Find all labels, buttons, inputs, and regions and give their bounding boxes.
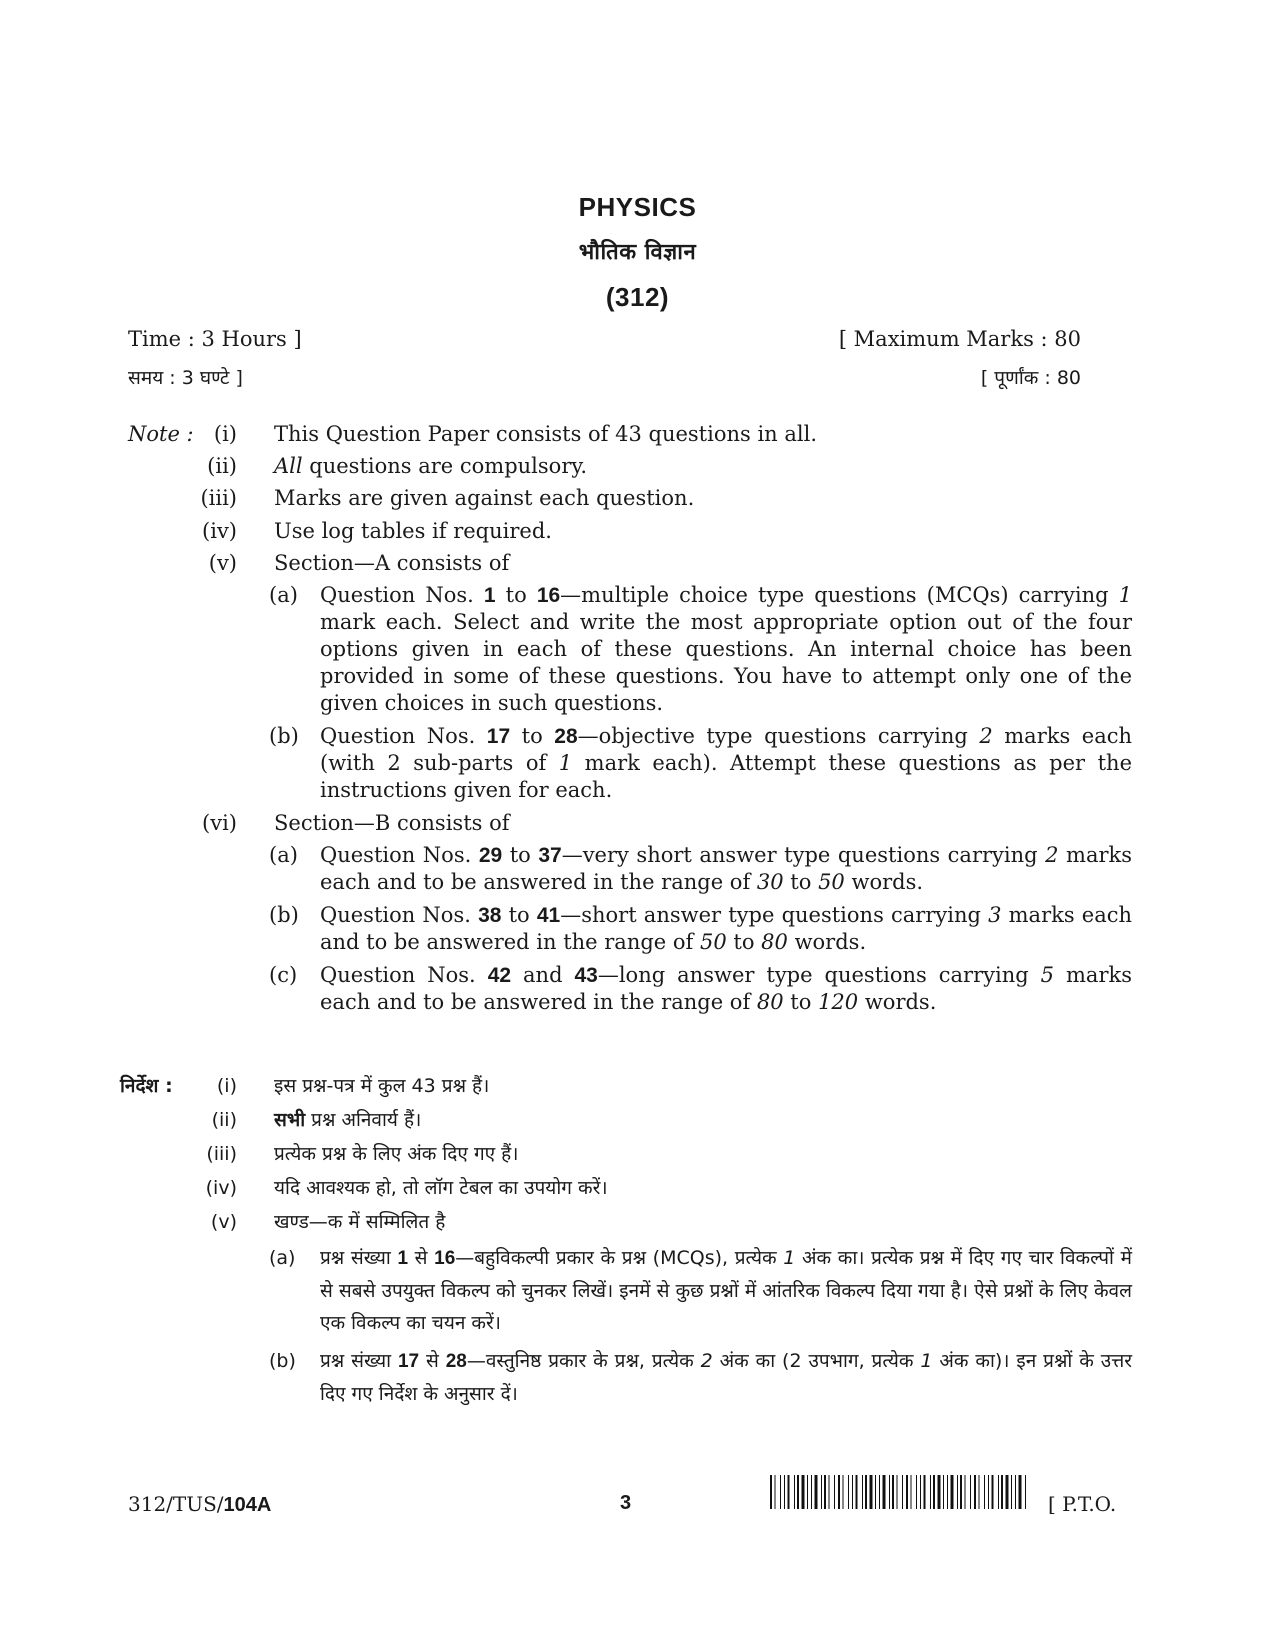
sub-label: (b) <box>269 903 299 927</box>
note-label: (vi) <box>202 811 237 835</box>
note-label: (iv) <box>202 519 237 543</box>
note-label: (v) <box>208 551 237 575</box>
sub-label: (b) <box>269 724 299 748</box>
section-a-item-hindi <box>132 1242 1132 1339</box>
section-b-item <box>132 842 1132 896</box>
note-item <box>120 1070 1132 1104</box>
note-heading: Note : <box>128 422 194 446</box>
max-marks-en: [ Maximum Marks : 80 <box>838 327 1081 351</box>
note-item <box>132 485 1132 518</box>
note-text: सभी प्रश्न अनिवार्य हैं। <box>274 1109 422 1131</box>
note-item <box>132 550 1132 582</box>
note-text: इस प्रश्न-पत्र में कुल 43 प्रश्न हैं। <box>274 1075 490 1097</box>
note-label: (iii) <box>206 1143 237 1165</box>
page-number: 3 <box>620 1492 632 1514</box>
paper-code: (312) <box>605 282 670 312</box>
sub-text: Question Nos. 1 to 16—multiple choice type questions (MCQs) carrying 1 mark each. Select and write the most appropriate option out of the four options given in each of these questions. An internal choice has been provided in some of these questions. You have to attempt only one of the given choices in such questions. <box>320 583 1133 715</box>
section-a-item <box>132 582 1132 717</box>
time-hi: समय : 3 घण्टे ] <box>128 367 243 389</box>
note-label: (ii) <box>211 1109 237 1131</box>
note-text: खण्ड—क में सम्मिलित है <box>274 1211 446 1233</box>
max-marks-hi: [ पूर्णांक : 80 <box>980 367 1081 389</box>
note-label: (v) <box>210 1211 237 1233</box>
note-text: Use log tables if required. <box>274 519 552 543</box>
sub-text: Question Nos. 17 to 28—objective type questions carrying 2 marks each (with 2 sub-parts of 1 mark each). Attempt these questions as per the instructions given for each. <box>320 724 1132 802</box>
sub-label: (a) <box>269 583 298 607</box>
note-item <box>128 421 1132 453</box>
note-text: यदि आवश्यक हो, तो लॉग टेबल का उपयोग करें। <box>274 1177 608 1199</box>
paper-title-hindi: भौतिक विज्ञान <box>578 240 697 265</box>
section-a-item <box>132 723 1132 804</box>
note-text: Section—B consists of <box>274 811 510 835</box>
sub-text: Question Nos. 42 and 43—long answer type questions carrying 5 marks each and to be answered in the range of 80 to 120 words. <box>320 963 1132 1014</box>
note-hindi <box>120 1070 1133 1410</box>
note-item <box>132 810 1132 842</box>
note-label: (i) <box>213 422 237 446</box>
sub-text: प्रश्न संख्या 17 से 28—वस्तुनिष्ठ प्रकार के प्रश्न, प्रत्येक 2 अंक का (2 उपभाग, प्रत्येक 1 अंक का)। इन प्रश्नों के उत्तर दिए गए निर्देश के अनुसार दें। <box>320 1350 1133 1405</box>
section-a-item-hindi <box>132 1345 1132 1410</box>
sub-label: (b) <box>269 1350 296 1372</box>
section-b-item <box>132 962 1132 1016</box>
paper-code-footer: 312/TUS/104A <box>128 1492 272 1516</box>
note-text: All questions are compulsory. <box>274 454 588 478</box>
note-label: (iv) <box>205 1177 237 1199</box>
note-item <box>132 1138 1132 1172</box>
sub-text: Question Nos. 29 to 37—very short answer type questions carrying 2 marks each and to be answered in the range of 30 to 50 words. <box>320 843 1133 894</box>
note-heading-hindi: निर्देश : <box>120 1075 173 1097</box>
sub-label: (c) <box>269 963 298 987</box>
note-english <box>128 421 1133 1022</box>
sub-text: प्रश्न संख्या 1 से 16—बहुविकल्पी प्रकार के प्रश्न (MCQs), प्रत्येक 1 अंक का। प्रत्येक प्रश्न में दिए गए चार विकल्पों में से सबसे उपयुक्त विकल्प को चुनकर लिखें। इनमें से कुछ प्रश्नों में आंतरिक विकल्प दिया गया है। ऐसे प्रश्नों के लिए केवल एक विकल्प का चयन करें। <box>320 1247 1132 1334</box>
section-b-item <box>132 902 1132 956</box>
time-en: Time : 3 Hours ] <box>128 327 302 351</box>
barcode <box>770 1475 1030 1509</box>
note-item <box>132 453 1132 485</box>
note-label: (iii) <box>200 486 237 510</box>
paper-title: PHYSICS <box>578 192 697 222</box>
note-item <box>132 518 1132 550</box>
note-item <box>132 1206 1132 1242</box>
note-label: (ii) <box>207 454 237 478</box>
sub-text: Question Nos. 38 to 41—short answer type questions carrying 3 marks each and to be answered in the range of 50 to 80 words. <box>320 903 1133 954</box>
pto-label: [ P.T.O. <box>1048 1492 1117 1516</box>
note-item <box>132 1172 1132 1206</box>
note-text: This Question Paper consists of 43 questions in all. <box>274 422 818 446</box>
sub-label: (a) <box>269 843 298 867</box>
note-text: प्रत्येक प्रश्न के लिए अंक दिए गए हैं। <box>274 1143 519 1165</box>
note-text: Marks are given against each question. <box>274 486 695 510</box>
sub-label: (a) <box>269 1247 296 1269</box>
note-item <box>132 1104 1132 1138</box>
note-text: Section—A consists of <box>274 551 510 575</box>
note-label: (i) <box>216 1075 237 1097</box>
